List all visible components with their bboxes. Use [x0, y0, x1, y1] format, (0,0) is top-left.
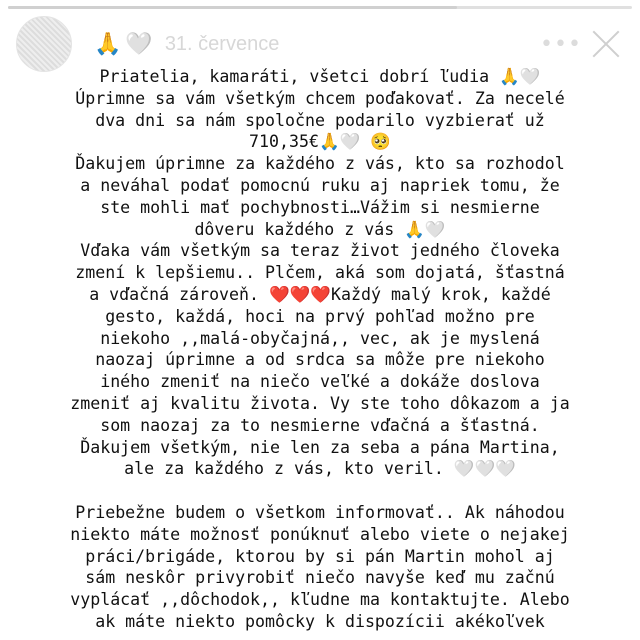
pray-emoji-icon: 🙏: [94, 31, 122, 57]
story-line: iného zmeniť na niečo veľké a dokáže doslova: [100, 372, 540, 392]
story-date: 31. července: [164, 32, 280, 55]
story-line: vyplácať ,,dôchodok,, kľudne ma kontaktujte. Alebo: [70, 590, 570, 610]
story-progress-fill: [8, 6, 457, 9]
story-line: sám neskôr privyrobiť niečo navyše keď mu začnú: [85, 568, 555, 588]
story-line: 710,35€🙏🤍 🥺: [249, 132, 391, 152]
story-line: zmení k lepšiemu.. Plčem, aká som dojatá, šťastná: [75, 263, 565, 283]
story-line: ak máte niekto pomôcky k dispozícii akékoľvek: [95, 611, 545, 631]
story-line: [16, 480, 624, 502]
story-line: Úprimne sa vám všetkým chcem poďakovať. Za necelé: [75, 88, 565, 108]
story-line: dôveru každého z vás 🙏🤍: [194, 219, 446, 239]
story-line: som naozaj za to nesmierne vďačná a šťastná.: [100, 415, 540, 435]
header-emojis: [94, 32, 279, 57]
more-icon[interactable]: •••: [540, 31, 582, 57]
story-line: Ďakujem úprimne za každého z vás, kto sa rozhodol: [75, 154, 565, 174]
story-line: gesto, každá, hoci na prvý pohľad možno pre: [105, 306, 535, 326]
story-line: zmeniť aj kvalitu života. Vy ste toho dôkazom a ja: [70, 393, 570, 413]
story-line: a neváhal podať pomocnú ruku aj napriek tomu, že: [80, 175, 560, 195]
avatar[interactable]: [16, 16, 72, 72]
story-line: práci/brigáde, ktorou by si pán Martin mohol aj: [85, 546, 555, 566]
story-line: niekoho ,,malá-obyčajná,, vec, ak je myslená: [100, 328, 540, 348]
story-line: ale za každého z vás, kto veril. 🤍🤍🤍: [124, 459, 516, 479]
story-line: naozaj úprimne a od srdca sa môže pre niekoho: [95, 350, 545, 370]
story-line: Vďaka vám všetkým sa teraz život jedného človeka: [80, 241, 560, 261]
story-text: [16, 66, 624, 633]
story-progress-bar: [8, 6, 632, 9]
story-line: ste mohli mať pochybnosti…Vážim si nesmierne: [100, 197, 540, 217]
story-line: Ďakujem všetkým, nie len za seba a pána Martina,: [80, 437, 560, 457]
white-heart-emoji-icon: 🤍: [125, 31, 153, 57]
story-line: niekto máte možnosť ponúknuť alebo viete o nejakej: [70, 524, 570, 544]
close-icon[interactable]: [588, 26, 624, 62]
story-line: a vďačná zároveň. ❤️❤️❤️Každý malý krok, každé: [89, 284, 551, 304]
story-line: Priatelia, kamaráti, všetci dobrí ľudia 🙏🤍: [99, 67, 541, 86]
story-line: Priebežne budem o všetkom informovať.. Ak náhodou: [75, 502, 565, 522]
story-line: dva dni sa nám spoločne podarilo vyzbierať už: [95, 110, 545, 130]
story-header: [0, 14, 640, 74]
